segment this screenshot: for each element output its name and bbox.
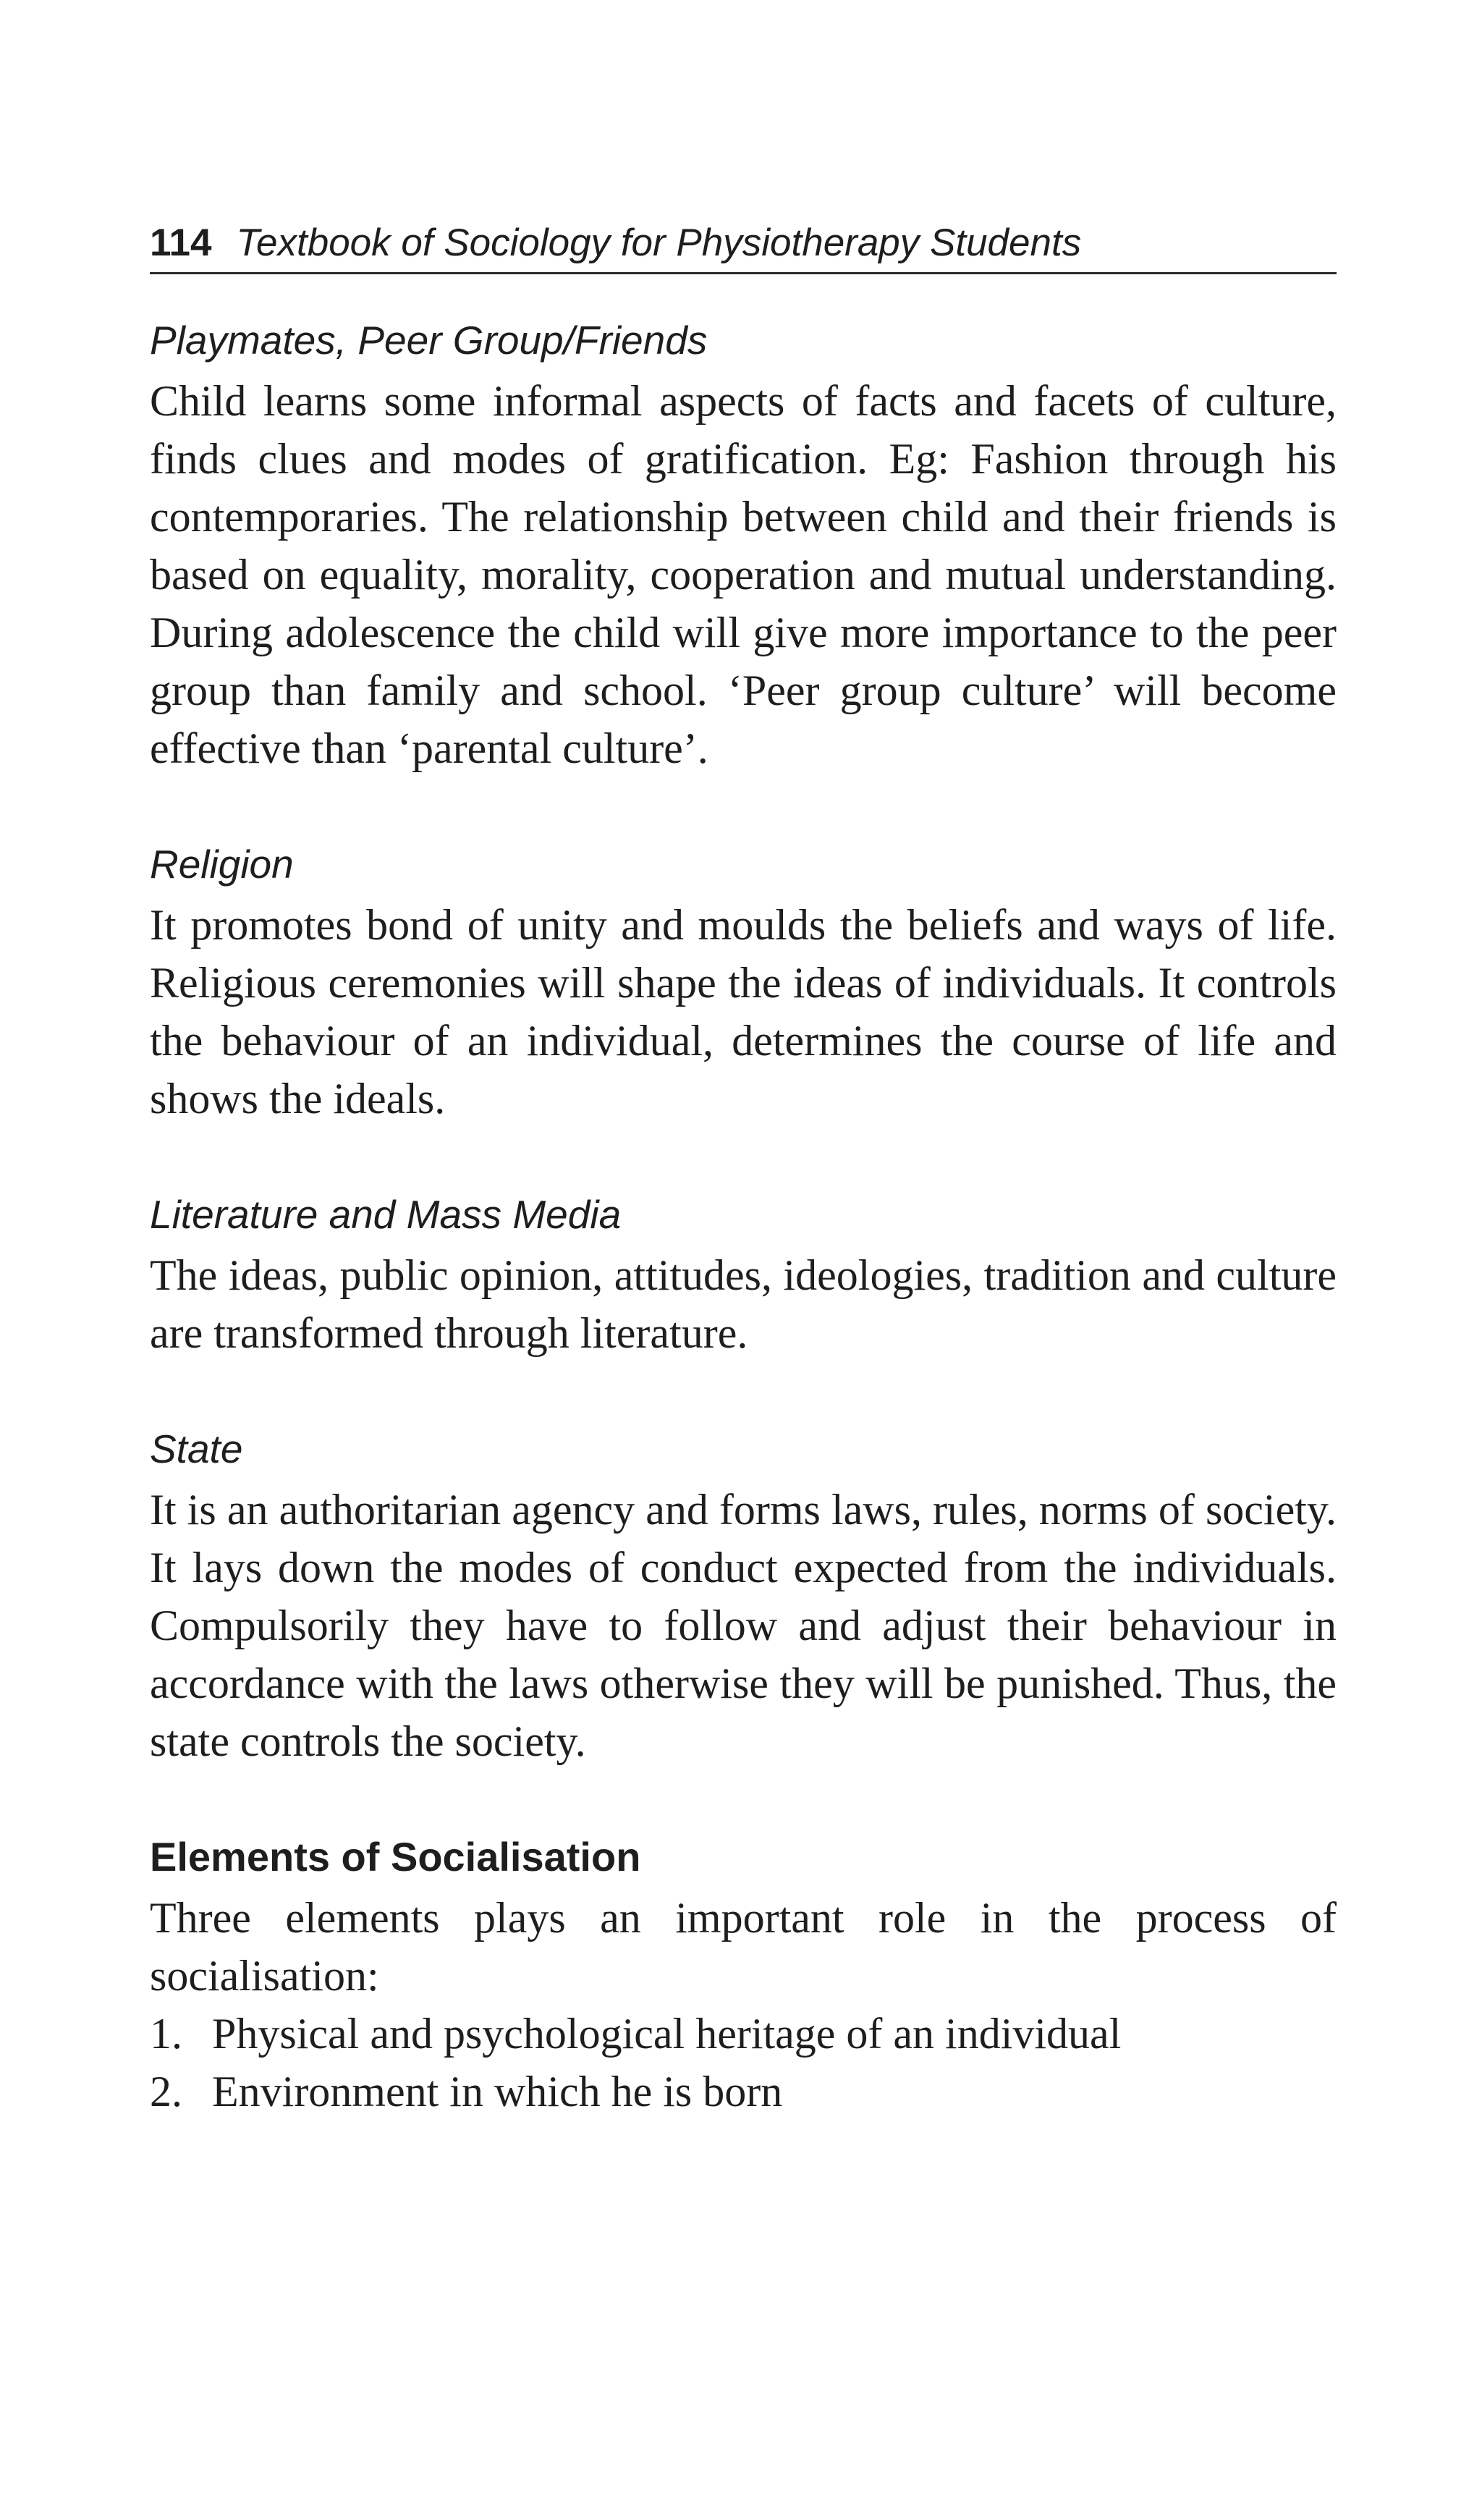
list-item-text: Environment in which he is born <box>212 2068 783 2115</box>
list-item <box>150 2005 1337 2063</box>
section-body-state: It is an authoritarian agency and forms laws, rules, norms of society. It lays down the modes of conduct expected from the individuals. Compulsorily they have to follow and adjust their behaviour in accordance with the laws otherwise they will be punished. Thus, the state controls the society. <box>150 1486 1337 1765</box>
section-heading-religion: Religion <box>150 842 294 887</box>
page-content <box>150 311 1337 2121</box>
list-item-number: 2. <box>150 2068 182 2115</box>
section-body-literature: The ideas, public opinion, attitudes, ideologies, tradition and culture are transformed through literature. <box>150 1251 1337 1357</box>
list-item-text: Physical and psychological heritage of an individual <box>212 2010 1122 2058</box>
list-item <box>150 2063 1337 2121</box>
section-heading-literature: Literature and Mass Media <box>150 1192 622 1237</box>
book-title: Textbook of Sociology for Physiotherapy Students <box>236 221 1082 264</box>
section-heading-elements: Elements of Socialisation <box>150 1834 641 1880</box>
list-item-number: 1. <box>150 2010 182 2058</box>
elements-list <box>150 2005 1337 2121</box>
section-heading-state: State <box>150 1426 243 1471</box>
running-header <box>150 214 1337 274</box>
section-body-religion: It promotes bond of unity and moulds the beliefs and ways of life. Religious ceremonies will shape the ideas of individuals. It controls the behaviour of an individual, determines the course of life and shows the ideals. <box>150 901 1337 1122</box>
page-number: 114 <box>150 221 212 264</box>
section-intro-elements: Three elements plays an important role in the process of socialisation: <box>150 1894 1337 2000</box>
section-body-playmates: Child learns some informal aspects of facts and facets of culture, finds clues and modes of gratification. Eg: Fashion through his contemporaries. The relationship between child and their friends is based on equality, morality, cooperation and mutual understanding. During adolescence the child will give more importance to the peer group than family and school. ‘Peer group culture’ will become effective than ‘parental culture’. <box>150 377 1337 772</box>
section-heading-playmates: Playmates, Peer Group/Friends <box>150 318 708 363</box>
